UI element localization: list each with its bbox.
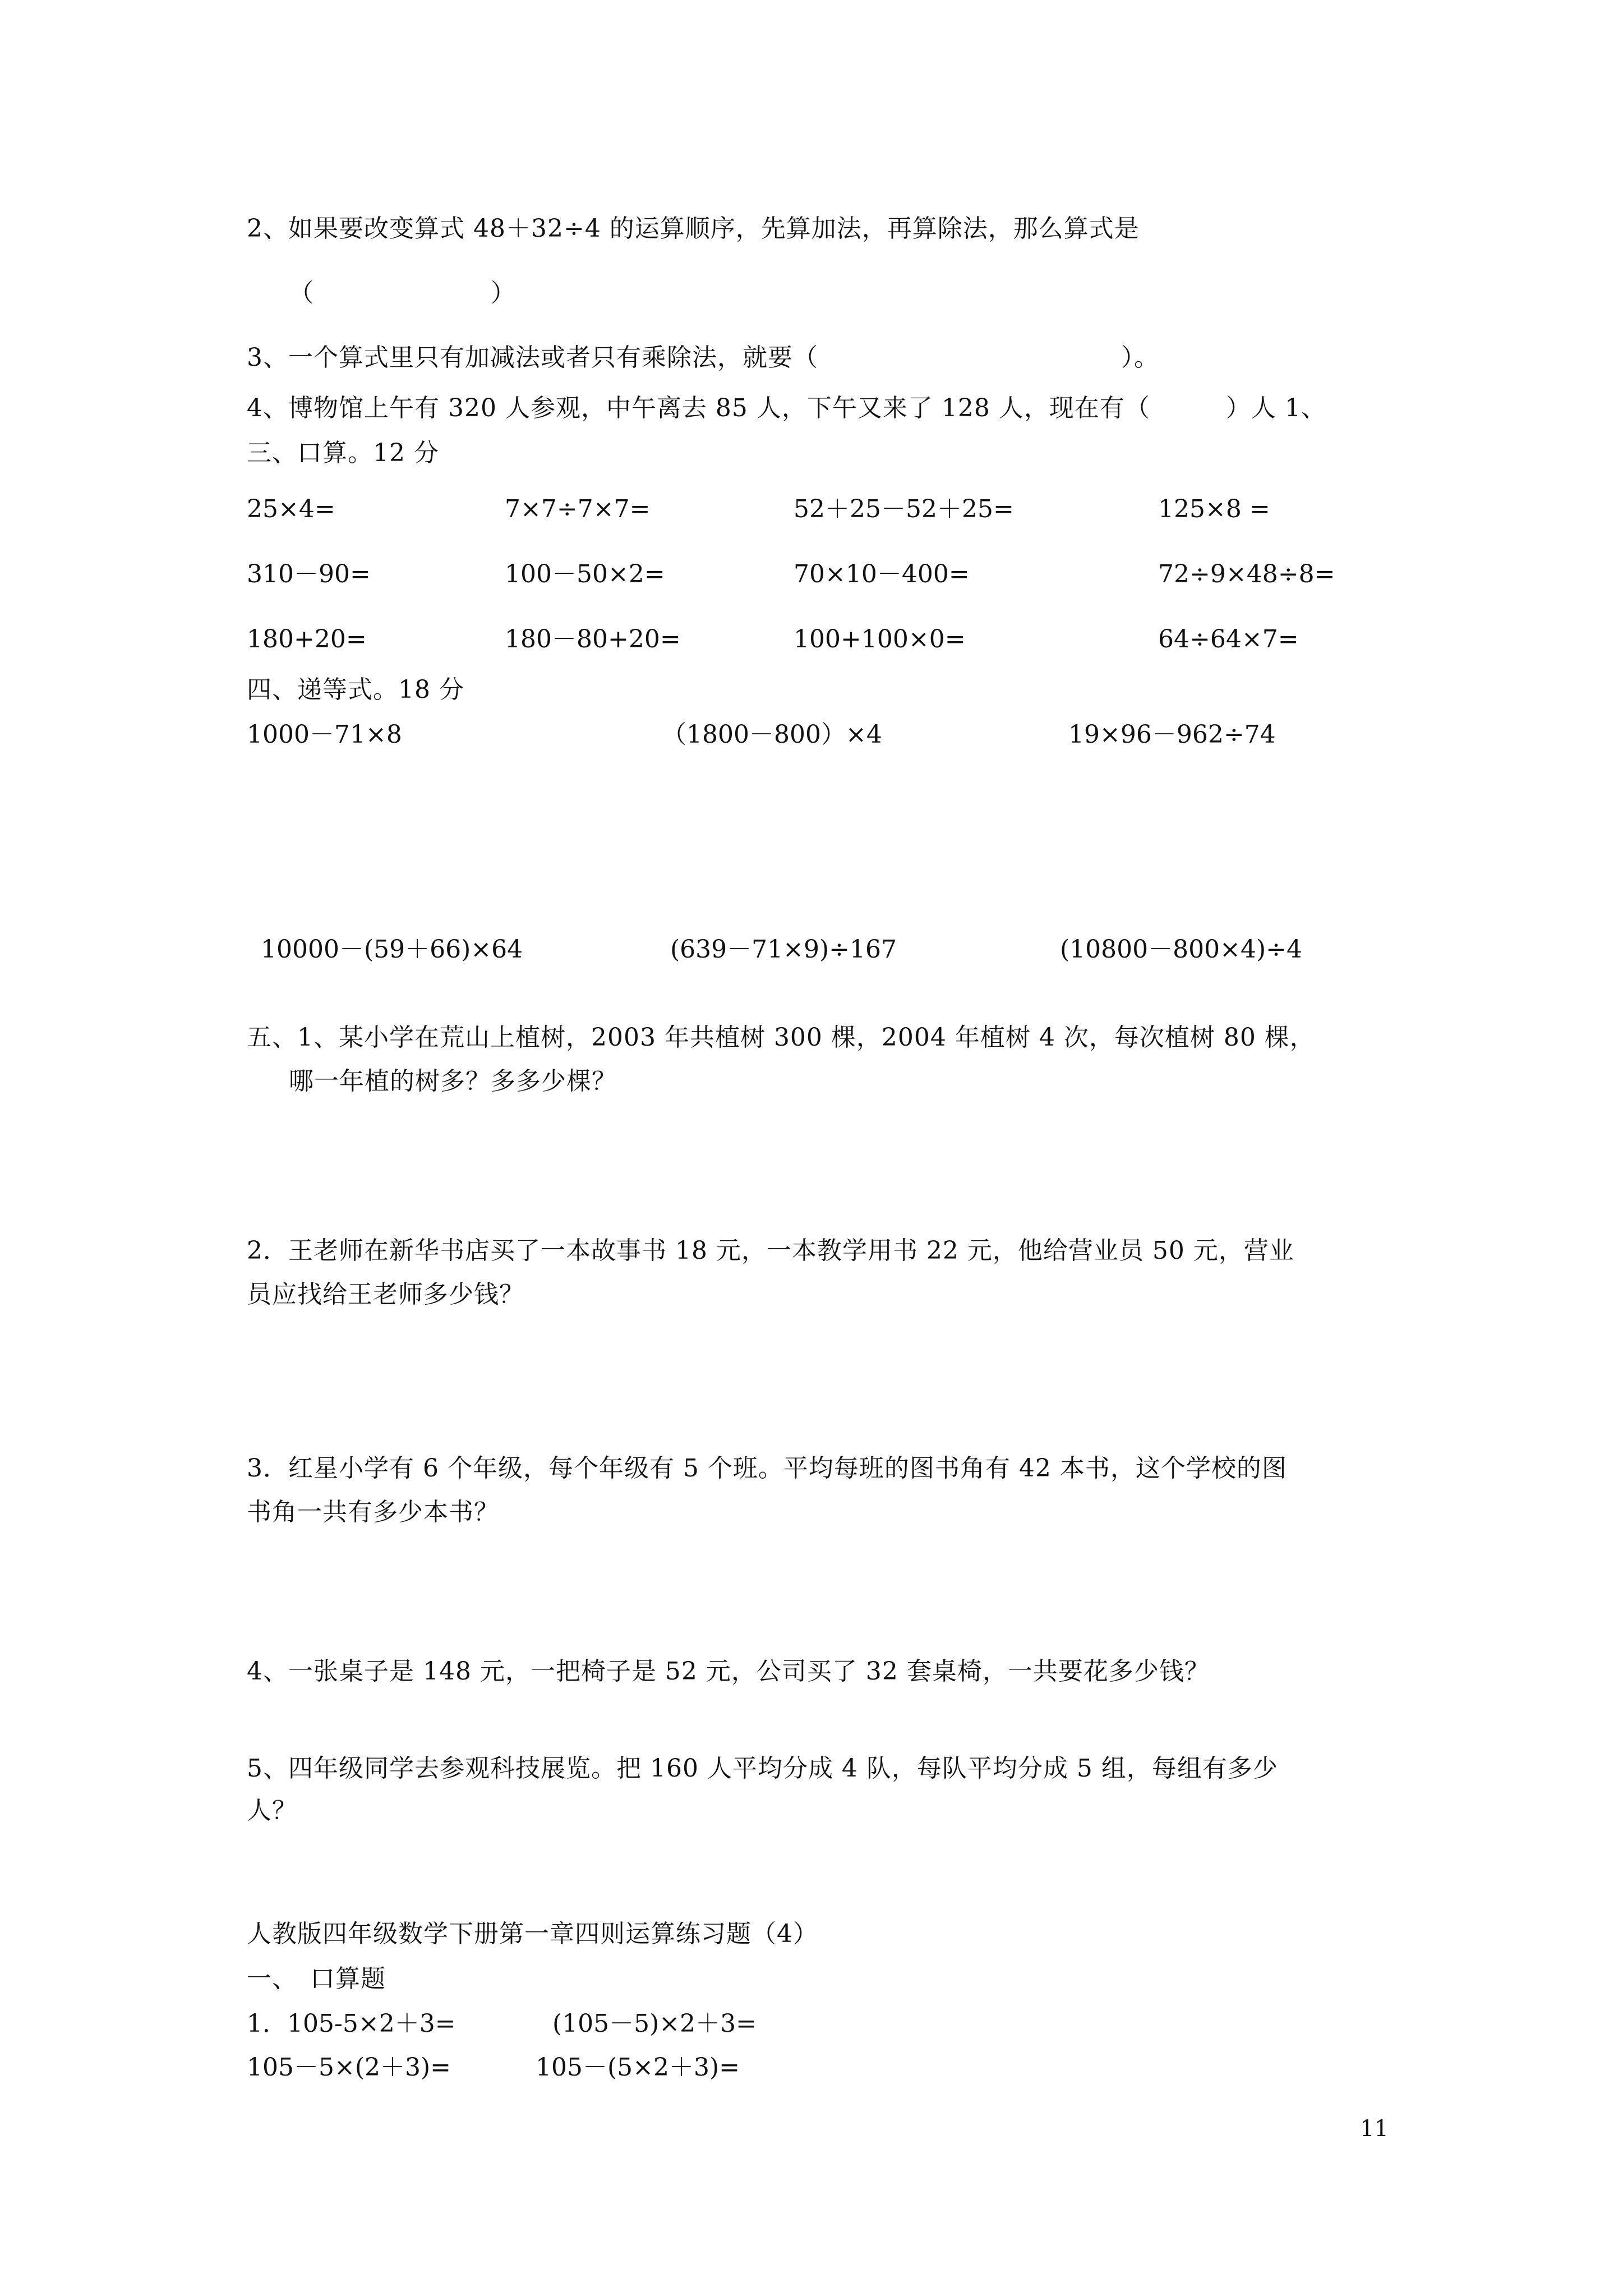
mental-math-item: 100+100×0= xyxy=(794,625,966,654)
mental-math-item: 72÷9×48÷8= xyxy=(1158,560,1335,588)
mental-math-item: 100－50×2= xyxy=(505,560,665,588)
word-problem-3-line-1: 3．红星小学有 6 个年级，每个年级有 5 个班。平均每班的图书角有 42 本书，这个学校的图 xyxy=(247,1454,1287,1483)
mental-math-item: 7×7÷7×7= xyxy=(505,495,651,523)
word-problem-1-line-1: 五、1、某小学在荒山上植树，2003 年共植树 300 棵，2004 年植树 4 次，每次植树 80 棵， xyxy=(247,1023,1315,1052)
step-calc-item: (639－71×9)÷167 xyxy=(670,935,897,964)
oral-calc-item: 1．105-5×2＋3= xyxy=(247,2009,456,2038)
step-calc-item: 19×96－962÷74 xyxy=(1068,720,1276,749)
question-2-blank: （ ） xyxy=(289,279,516,307)
mental-math-item: 180－80+20= xyxy=(505,625,681,654)
word-problem-1-line-2: 哪一年植的树多？多多少棵？ xyxy=(289,1067,617,1096)
mental-math-item: 64÷64×7= xyxy=(1158,625,1299,654)
mental-math-item: 310－90= xyxy=(247,560,371,588)
word-problem-2-line-2: 员应找给王老师多少钱？ xyxy=(247,1280,524,1309)
mental-math-item: 25×4= xyxy=(247,495,335,523)
word-problem-3-line-2: 书角一共有多少本书？ xyxy=(247,1498,499,1526)
word-problem-5-line-2: 人？ xyxy=(247,1796,297,1825)
question-3-text: 3、一个算式里只有加减法或者只有乘除法，就要（ ）。 xyxy=(247,343,1159,372)
oral-calc-item: 105－(5×2＋3)= xyxy=(536,2053,740,2082)
section-4-title: 四、递等式。18 分 xyxy=(247,675,464,704)
section-3-title: 三、口算。12 分 xyxy=(247,439,439,467)
word-problem-5-line-1: 5、四年级同学去参观科技展览。把 160 人平均分成 4 队，每队平均分成 5 组，每组有多少 xyxy=(247,1754,1278,1783)
mental-math-item: 180+20= xyxy=(247,625,367,654)
exercise-set-title: 人教版四年级数学下册第一章四则运算练习题（4） xyxy=(247,1920,818,1948)
mental-math-item: 125×8 = xyxy=(1158,495,1270,523)
page-number: 11 xyxy=(1360,2116,1389,2142)
question-4-text: 4、博物馆上午有 320 人参观，中午离去 85 人，下午又来了 128 人，现在有（ ）人 1、 xyxy=(247,394,1326,422)
mental-math-item: 52＋25－52＋25= xyxy=(794,495,1014,523)
oral-calc-item: (105－5)×2＋3= xyxy=(552,2009,757,2038)
step-calc-item: (10800－800×4)÷4 xyxy=(1060,935,1303,964)
question-2-text: 2、如果要改变算式 48＋32÷4 的运算顺序，先算加法，再算除法，那么算式是 xyxy=(247,214,1140,243)
step-calc-item: 10000－(59＋66)×64 xyxy=(261,935,523,964)
oral-calc-item: 105－5×(2＋3)= xyxy=(247,2053,451,2082)
step-calc-item: （1800－800）×4 xyxy=(662,720,882,749)
word-problem-2-line-1: 2．王老师在新华书店买了一本故事书 18 元，一本教学用书 22 元，他给营业员 50 元，营业 xyxy=(247,1236,1294,1265)
mental-math-item: 70×10－400= xyxy=(794,560,970,588)
step-calc-item: 1000－71×8 xyxy=(247,720,402,749)
oral-calc-section-title: 一、 口算题 xyxy=(247,1964,386,1993)
word-problem-4: 4、一张桌子是 148 元，一把椅子是 52 元，公司买了 32 套桌椅，一共要花多少钱？ xyxy=(247,1657,1210,1686)
